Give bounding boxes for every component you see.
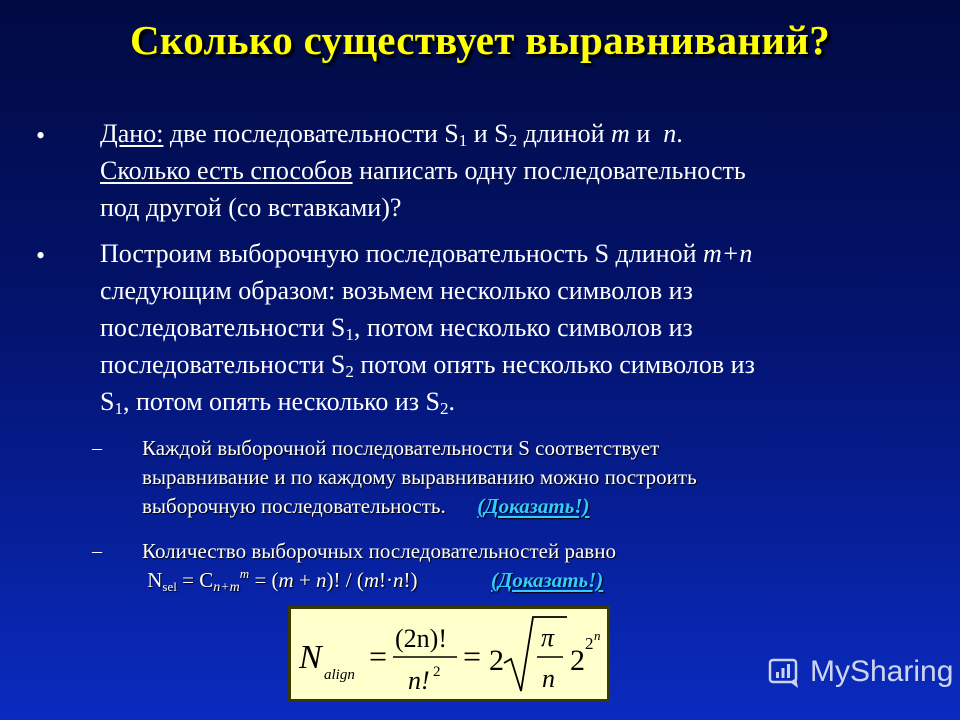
construct-line-1: Построим выборочную последовательность S длиной m+n xyxy=(100,239,753,268)
watermark xyxy=(768,652,953,692)
formula-n: N xyxy=(299,639,322,676)
prove-link-2[interactable]: (Доказать!) xyxy=(491,568,604,592)
subbullet-count xyxy=(142,537,922,595)
formula-numerator: (2n)! xyxy=(395,624,447,653)
formula-eq2: = xyxy=(463,638,482,674)
slide-title: Сколько существует выравниваний? xyxy=(130,17,830,63)
bullet-construction xyxy=(100,235,930,420)
formula-root-den: n xyxy=(542,664,555,693)
formula-exp-n: n xyxy=(594,628,601,643)
question-underlined: Сколько есть способов xyxy=(100,156,353,185)
construct-line-5: $S_1$, потом опять несколько из $S_2$. xyxy=(100,387,456,418)
watermark-text: MySharing xyxy=(810,655,954,688)
sqrt-sign xyxy=(504,617,567,691)
formula-n-sub: align xyxy=(324,667,355,683)
subbullet-correspondence xyxy=(142,434,922,521)
given-line-1: Дано: две последовательности $S_1$ и $S_2$ длиной m и n. xyxy=(100,119,683,150)
given-line-2: Сколько есть способов написать одну последовательность xyxy=(100,156,746,185)
prove-link-1[interactable]: (Доказать!) xyxy=(477,494,590,518)
formula-pi: π xyxy=(541,623,555,652)
construct-line-4: последовательности $S_2$ потом опять несколько символов из xyxy=(100,350,755,381)
count-line-2: $N_{sel} = C_{n+m}^m = (m + n)$! / (m!·n!) (Доказать!) xyxy=(147,566,604,595)
formula-coef: 2 xyxy=(489,644,504,677)
formula-eq: = xyxy=(369,638,388,674)
dash-marker: – xyxy=(92,437,102,459)
dash-marker: – xyxy=(92,540,102,562)
count-line-1: Количество выборочных последовательностей равно xyxy=(142,539,616,563)
formula-base: 2 xyxy=(570,644,585,677)
formula-exp-base: 2 xyxy=(585,634,594,653)
corr-line-3: выборочную последовательность. (Доказать!) xyxy=(142,494,590,518)
construct-line-3: последовательности $S_1$, потом несколько символов из xyxy=(100,313,693,344)
mysharing-logo-icon xyxy=(768,654,804,690)
formula-svg xyxy=(291,609,607,699)
corr-line-2: выравнивание и по каждому выравниванию можно построить xyxy=(142,465,697,489)
formula-den-sup: 2 xyxy=(433,664,441,680)
formula-denominator: n! xyxy=(408,666,430,695)
formula-box xyxy=(288,606,610,702)
construct-line-2: следующим образом: возьмем несколько символов из xyxy=(100,276,693,305)
given-label: Дано: xyxy=(100,119,164,148)
bullet-given xyxy=(100,115,930,226)
corr-line-1: Каждой выборочной последовательности S соответствует xyxy=(142,436,660,460)
bullet-marker: • xyxy=(36,121,46,150)
given-line-3: под другой (со вставками)? xyxy=(100,193,402,222)
bullet-marker: • xyxy=(36,241,46,270)
